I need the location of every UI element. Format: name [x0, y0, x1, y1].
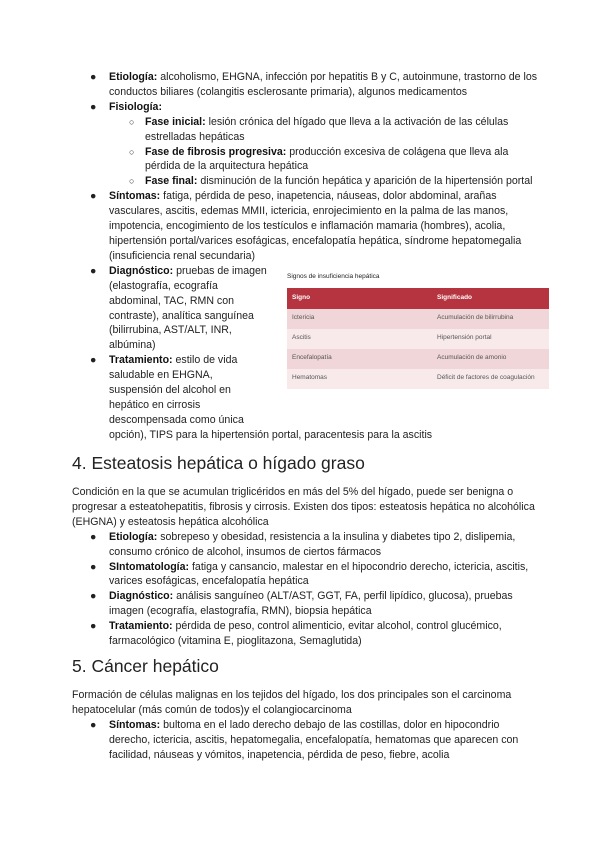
- item-label: Síntomas:: [109, 190, 161, 203]
- list-item: [0, 619, 600, 649]
- item-text: fatiga, pérdida de peso, inapetencia, náuseas, dolor abdominal, arañas vasculares, ascitis, edemas MMII, ictericia, enrojecimiento en la palma de las manos, impotencia, encogimiento de los testículos e inflamación mamaria (hombres), acolia, hipertensión portal/varices esofágicas, encefalopatía hepática, síndrome hepatomegalia (insuficiencia renal secundaria): [109, 190, 522, 262]
- list-item: [0, 560, 600, 590]
- tratamiento-text: Tratamiento: estilo de vida saludable en EHGNA, suspensión del alcohol en hepático en cirrosis descompensada como única: [109, 354, 244, 426]
- item-text: sobrepeso y obesidad, resistencia a la insulina y diabetes tipo 2, dislipemia, consumo crónico de alcohol, insumos de ciertos fármacos: [109, 530, 516, 558]
- list-item: [0, 718, 600, 763]
- item-label: Etiología:: [109, 71, 158, 83]
- list-item: [0, 100, 600, 115]
- bullet-icon: ●: [90, 354, 97, 367]
- item-text: pérdida de peso, control alimenticio, evitar alcohol, control glucémico, farmacológico (vitamina E, pioglitazona, Semaglutida): [109, 620, 502, 648]
- item-text: lesión crónica del hígado que lleva a la activación de las células estrelladas hepáticas: [145, 115, 509, 143]
- sub-list-item: [0, 115, 600, 145]
- list-item: [0, 189, 600, 264]
- item-label: Diagnóstico:: [109, 264, 174, 277]
- item-label: Diagnóstico:: [109, 590, 174, 603]
- item-label: Fisiología:: [109, 100, 162, 113]
- liver-failure-signs-table: [287, 272, 549, 389]
- sub-list-item: [0, 145, 600, 175]
- table-cell: Déficit de factores de coagulación: [432, 369, 549, 389]
- list-item: [0, 70, 600, 100]
- circle-bullet-icon: ○: [129, 176, 135, 187]
- sub-list-item: [0, 174, 600, 189]
- item-label: Síntomas:: [109, 718, 161, 731]
- item-text: fatiga y cansancio, malestar en el hipocondrio derecho, ictericia, ascitis, varices esofágicas, encefalopatía hepática: [109, 560, 529, 588]
- cancer-list: [0, 718, 600, 763]
- column-header: Significado: [432, 288, 549, 309]
- table-cell: Hematomas: [287, 369, 432, 389]
- cirrosis-list: [0, 70, 600, 264]
- list-item: [0, 589, 600, 619]
- table-cell: Encefalopatía: [287, 349, 432, 369]
- item-label: Fase inicial:: [145, 115, 206, 128]
- item-text: pruebas de imagen (elastografía, ecografía abdominal, TAC, RMN con contraste), analítica sanguínea (bilirrubina, AST/ALT, INR, albúmina): [109, 264, 267, 352]
- table-cell: Ictericia: [287, 309, 432, 329]
- item-text: producción excesiva de colágena que lleva ala pérdida de la arquitectura hepática: [145, 145, 509, 173]
- table-row: [287, 329, 549, 349]
- diagnostico-tratamiento-block: [0, 264, 600, 443]
- item-label: Tratamiento:: [109, 620, 173, 633]
- table-row: [287, 349, 549, 369]
- section-intro: Formación de células malignas en los tejidos del hígado, los dos principales son el carcinoma hepatocelular (más común de todos)y el colangiocarcinoma: [72, 689, 512, 716]
- list-item: [0, 530, 600, 560]
- item-text: bultoma en el lado derecho debajo de las costillas, dolor en hipocondrio derecho, ictericia, ascitis, hepatomegalia, encefalopatía, hematomas que aparecen con facilidad, náuseas y vómitos, inapetencia, pérdida de peso, fiebre, acolia: [109, 718, 519, 761]
- bullet-icon: ●: [90, 100, 97, 113]
- table-header-row: [287, 288, 549, 309]
- circle-bullet-icon: ○: [129, 146, 135, 157]
- item-text: disminución de la función hepática y aparición de la hipertensión portal: [197, 175, 533, 188]
- section-heading: 5. Cáncer hepático: [72, 656, 219, 676]
- bullet-icon: ●: [90, 71, 97, 83]
- bullet-icon: ●: [90, 264, 97, 277]
- tratamiento-continuation: opción), TIPS para la hipertensión portal, paracentesis para la ascitis: [109, 428, 433, 441]
- table-cell: Hipertensión portal: [432, 329, 549, 349]
- table-cell: Ascitis: [287, 329, 432, 349]
- circle-bullet-icon: ○: [129, 116, 135, 127]
- table-cell: Acumulación de amonio: [432, 349, 549, 369]
- signs-table: [287, 288, 549, 389]
- column-header: Signo: [287, 288, 432, 309]
- bullet-icon: ●: [90, 560, 97, 573]
- item-text: análisis sanguíneo (ALT/AST, GGT, FA, perfil lipídico, glucosa), pruebas imagen (ecografía, elastografía, RMN), biopsia hepática: [109, 590, 513, 618]
- section-heading: 4. Esteatosis hepática o hígado graso: [72, 453, 365, 473]
- table-title: Signos de insuficiencia hepática: [287, 272, 380, 280]
- table-cell: Acumulación de bilirrubina: [432, 309, 549, 329]
- section-intro: Condición en la que se acumulan triglicéridos en más del 5% del hígado, puede ser benigna o progresar a esteatohepatitis, fibrosis y cirrosis. Existen dos tipos: esteatosis hepática no alcohólica (EHGNA) y esteatosis hepática alcohólica: [72, 486, 535, 528]
- item-text: alcoholismo, EHGNA, infección por hepatitis B y C, autoinmune, trastorno de los conductos biliares (colangitis esclerosante primaria), algunos medicamentos: [109, 71, 538, 98]
- table-row: [287, 369, 549, 389]
- item-label: Fase final:: [145, 175, 198, 188]
- item-label: SIntomatología:: [109, 560, 190, 573]
- cancer-section: [0, 655, 600, 763]
- item-label: Fase de fibrosis progresiva:: [145, 145, 287, 158]
- esteatosis-section: [0, 452, 600, 649]
- item-label: Etiología:: [109, 530, 158, 543]
- bullet-icon: ●: [90, 718, 97, 731]
- esteatosis-list: [0, 530, 600, 649]
- table-row: [287, 309, 549, 329]
- bullet-icon: ●: [90, 190, 97, 203]
- cirrosis-section: [0, 70, 600, 443]
- bullet-icon: ●: [90, 530, 97, 543]
- bullet-icon: ●: [90, 620, 97, 633]
- bullet-icon: ●: [90, 590, 97, 603]
